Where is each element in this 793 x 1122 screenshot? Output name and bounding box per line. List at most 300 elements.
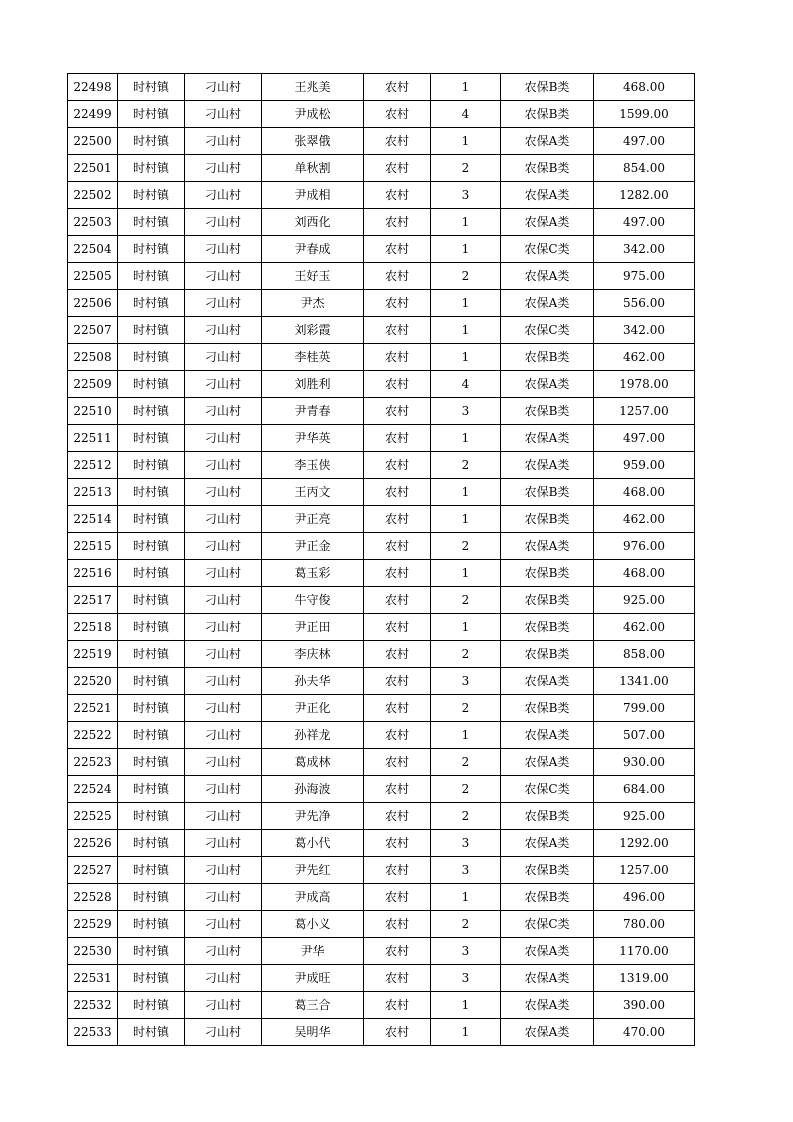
table-row	[68, 506, 695, 533]
category-cell: 农保B类	[501, 398, 594, 425]
table-row	[68, 533, 695, 560]
record-id-cell: 22515	[68, 533, 118, 560]
table-row	[68, 290, 695, 317]
household-type-cell: 农村	[364, 371, 431, 398]
record-id-cell: 22511	[68, 425, 118, 452]
category-cell: 农保B类	[501, 587, 594, 614]
amount-cell: 959.00	[594, 452, 695, 479]
record-id-cell: 22507	[68, 317, 118, 344]
amount-cell: 470.00	[594, 1019, 695, 1046]
member-count-cell: 1	[431, 722, 501, 749]
amount-cell: 684.00	[594, 776, 695, 803]
village-cell: 刁山村	[185, 101, 262, 128]
name-cell: 尹杰	[262, 290, 364, 317]
town-cell: 时村镇	[118, 371, 185, 398]
village-cell: 刁山村	[185, 668, 262, 695]
village-cell: 刁山村	[185, 587, 262, 614]
table-row	[68, 101, 695, 128]
town-cell: 时村镇	[118, 1019, 185, 1046]
name-cell: 尹成高	[262, 884, 364, 911]
name-cell: 葛三合	[262, 992, 364, 1019]
town-cell: 时村镇	[118, 425, 185, 452]
amount-cell: 1292.00	[594, 830, 695, 857]
member-count-cell: 4	[431, 371, 501, 398]
member-count-cell: 1	[431, 128, 501, 155]
record-id-cell: 22512	[68, 452, 118, 479]
member-count-cell: 1	[431, 1019, 501, 1046]
amount-cell: 468.00	[594, 560, 695, 587]
name-cell: 尹成相	[262, 182, 364, 209]
member-count-cell: 1	[431, 560, 501, 587]
village-cell: 刁山村	[185, 344, 262, 371]
amount-cell: 462.00	[594, 614, 695, 641]
record-id-cell: 22520	[68, 668, 118, 695]
record-id-cell: 22501	[68, 155, 118, 182]
amount-cell: 462.00	[594, 506, 695, 533]
village-cell: 刁山村	[185, 290, 262, 317]
town-cell: 时村镇	[118, 884, 185, 911]
household-type-cell: 农村	[364, 317, 431, 344]
town-cell: 时村镇	[118, 803, 185, 830]
household-type-cell: 农村	[364, 506, 431, 533]
household-type-cell: 农村	[364, 803, 431, 830]
village-cell: 刁山村	[185, 479, 262, 506]
category-cell: 农保B类	[501, 155, 594, 182]
household-type-cell: 农村	[364, 398, 431, 425]
household-type-cell: 农村	[364, 884, 431, 911]
category-cell: 农保B类	[501, 344, 594, 371]
category-cell: 农保A类	[501, 182, 594, 209]
category-cell: 农保A类	[501, 128, 594, 155]
town-cell: 时村镇	[118, 533, 185, 560]
member-count-cell: 3	[431, 938, 501, 965]
town-cell: 时村镇	[118, 614, 185, 641]
category-cell: 农保A类	[501, 830, 594, 857]
category-cell: 农保A类	[501, 938, 594, 965]
village-cell: 刁山村	[185, 398, 262, 425]
member-count-cell: 1	[431, 317, 501, 344]
town-cell: 时村镇	[118, 776, 185, 803]
record-id-cell: 22506	[68, 290, 118, 317]
town-cell: 时村镇	[118, 911, 185, 938]
record-id-cell: 22498	[68, 74, 118, 101]
record-id-cell: 22519	[68, 641, 118, 668]
town-cell: 时村镇	[118, 938, 185, 965]
amount-cell: 858.00	[594, 641, 695, 668]
name-cell: 葛玉彩	[262, 560, 364, 587]
member-count-cell: 1	[431, 74, 501, 101]
name-cell: 李桂英	[262, 344, 364, 371]
amount-cell: 497.00	[594, 209, 695, 236]
household-type-cell: 农村	[364, 425, 431, 452]
name-cell: 王好玉	[262, 263, 364, 290]
member-count-cell: 3	[431, 857, 501, 884]
category-cell: 农保A类	[501, 1019, 594, 1046]
category-cell: 农保A类	[501, 749, 594, 776]
data-table	[67, 73, 695, 1046]
record-id-cell: 22518	[68, 614, 118, 641]
village-cell: 刁山村	[185, 641, 262, 668]
member-count-cell: 1	[431, 479, 501, 506]
record-id-cell: 22532	[68, 992, 118, 1019]
name-cell: 刘彩霞	[262, 317, 364, 344]
category-cell: 农保B类	[501, 884, 594, 911]
member-count-cell: 2	[431, 452, 501, 479]
name-cell: 李玉侠	[262, 452, 364, 479]
category-cell: 农保B类	[501, 614, 594, 641]
amount-cell: 342.00	[594, 317, 695, 344]
household-type-cell: 农村	[364, 965, 431, 992]
household-type-cell: 农村	[364, 209, 431, 236]
record-id-cell: 22525	[68, 803, 118, 830]
amount-cell: 780.00	[594, 911, 695, 938]
household-type-cell: 农村	[364, 479, 431, 506]
village-cell: 刁山村	[185, 695, 262, 722]
name-cell: 葛小义	[262, 911, 364, 938]
member-count-cell: 3	[431, 668, 501, 695]
name-cell: 孙祥龙	[262, 722, 364, 749]
amount-cell: 975.00	[594, 263, 695, 290]
category-cell: 农保C类	[501, 236, 594, 263]
village-cell: 刁山村	[185, 74, 262, 101]
table-row	[68, 371, 695, 398]
record-id-cell: 22514	[68, 506, 118, 533]
village-cell: 刁山村	[185, 830, 262, 857]
category-cell: 农保A类	[501, 290, 594, 317]
town-cell: 时村镇	[118, 398, 185, 425]
member-count-cell: 2	[431, 641, 501, 668]
record-id-cell: 22508	[68, 344, 118, 371]
village-cell: 刁山村	[185, 857, 262, 884]
table-row	[68, 776, 695, 803]
village-cell: 刁山村	[185, 506, 262, 533]
village-cell: 刁山村	[185, 614, 262, 641]
name-cell: 尹先红	[262, 857, 364, 884]
amount-cell: 1257.00	[594, 398, 695, 425]
village-cell: 刁山村	[185, 452, 262, 479]
table-row	[68, 182, 695, 209]
name-cell: 尹华	[262, 938, 364, 965]
table-row	[68, 1019, 695, 1046]
household-type-cell: 农村	[364, 938, 431, 965]
village-cell: 刁山村	[185, 560, 262, 587]
name-cell: 吴明华	[262, 1019, 364, 1046]
name-cell: 尹正亮	[262, 506, 364, 533]
name-cell: 牛守俊	[262, 587, 364, 614]
name-cell: 尹先净	[262, 803, 364, 830]
amount-cell: 930.00	[594, 749, 695, 776]
village-cell: 刁山村	[185, 749, 262, 776]
table-row	[68, 587, 695, 614]
amount-cell: 507.00	[594, 722, 695, 749]
category-cell: 农保B类	[501, 560, 594, 587]
table-row	[68, 803, 695, 830]
town-cell: 时村镇	[118, 263, 185, 290]
record-id-cell: 22531	[68, 965, 118, 992]
village-cell: 刁山村	[185, 371, 262, 398]
name-cell: 尹成松	[262, 101, 364, 128]
household-type-cell: 农村	[364, 1019, 431, 1046]
record-id-cell: 22523	[68, 749, 118, 776]
name-cell: 刘西化	[262, 209, 364, 236]
category-cell: 农保A类	[501, 425, 594, 452]
category-cell: 农保C类	[501, 776, 594, 803]
household-type-cell: 农村	[364, 830, 431, 857]
member-count-cell: 2	[431, 695, 501, 722]
record-id-cell: 22530	[68, 938, 118, 965]
village-cell: 刁山村	[185, 776, 262, 803]
amount-cell: 342.00	[594, 236, 695, 263]
record-id-cell: 22502	[68, 182, 118, 209]
category-cell: 农保B类	[501, 101, 594, 128]
category-cell: 农保A类	[501, 371, 594, 398]
category-cell: 农保A类	[501, 452, 594, 479]
town-cell: 时村镇	[118, 641, 185, 668]
name-cell: 刘胜利	[262, 371, 364, 398]
town-cell: 时村镇	[118, 830, 185, 857]
member-count-cell: 2	[431, 533, 501, 560]
household-type-cell: 农村	[364, 344, 431, 371]
record-id-cell: 22505	[68, 263, 118, 290]
village-cell: 刁山村	[185, 317, 262, 344]
category-cell: 农保B类	[501, 641, 594, 668]
amount-cell: 1341.00	[594, 668, 695, 695]
member-count-cell: 2	[431, 911, 501, 938]
record-id-cell: 22509	[68, 371, 118, 398]
household-type-cell: 农村	[364, 155, 431, 182]
table-row	[68, 128, 695, 155]
table-row	[68, 668, 695, 695]
member-count-cell: 1	[431, 236, 501, 263]
table-row	[68, 317, 695, 344]
household-type-cell: 农村	[364, 452, 431, 479]
table-row	[68, 479, 695, 506]
town-cell: 时村镇	[118, 209, 185, 236]
town-cell: 时村镇	[118, 317, 185, 344]
household-type-cell: 农村	[364, 911, 431, 938]
amount-cell: 854.00	[594, 155, 695, 182]
table-row	[68, 992, 695, 1019]
member-count-cell: 2	[431, 749, 501, 776]
town-cell: 时村镇	[118, 587, 185, 614]
name-cell: 葛小代	[262, 830, 364, 857]
member-count-cell: 3	[431, 398, 501, 425]
table-row	[68, 155, 695, 182]
table-row	[68, 938, 695, 965]
amount-cell: 1257.00	[594, 857, 695, 884]
table-row	[68, 722, 695, 749]
town-cell: 时村镇	[118, 506, 185, 533]
name-cell: 尹成旺	[262, 965, 364, 992]
household-type-cell: 农村	[364, 722, 431, 749]
amount-cell: 925.00	[594, 587, 695, 614]
table-row	[68, 344, 695, 371]
table-row	[68, 884, 695, 911]
record-id-cell: 22499	[68, 101, 118, 128]
amount-cell: 497.00	[594, 425, 695, 452]
table-row	[68, 830, 695, 857]
table-row	[68, 695, 695, 722]
amount-cell: 468.00	[594, 479, 695, 506]
member-count-cell: 1	[431, 884, 501, 911]
member-count-cell: 1	[431, 506, 501, 533]
amount-cell: 556.00	[594, 290, 695, 317]
member-count-cell: 3	[431, 965, 501, 992]
village-cell: 刁山村	[185, 533, 262, 560]
town-cell: 时村镇	[118, 560, 185, 587]
table-row	[68, 965, 695, 992]
record-id-cell: 22500	[68, 128, 118, 155]
household-type-cell: 农村	[364, 587, 431, 614]
record-id-cell: 22513	[68, 479, 118, 506]
town-cell: 时村镇	[118, 344, 185, 371]
member-count-cell: 3	[431, 830, 501, 857]
category-cell: 农保B类	[501, 506, 594, 533]
household-type-cell: 农村	[364, 128, 431, 155]
amount-cell: 1978.00	[594, 371, 695, 398]
table-row	[68, 425, 695, 452]
village-cell: 刁山村	[185, 155, 262, 182]
name-cell: 尹正金	[262, 533, 364, 560]
member-count-cell: 1	[431, 290, 501, 317]
town-cell: 时村镇	[118, 182, 185, 209]
record-id-cell: 22527	[68, 857, 118, 884]
town-cell: 时村镇	[118, 128, 185, 155]
category-cell: 农保A类	[501, 668, 594, 695]
record-id-cell: 22533	[68, 1019, 118, 1046]
village-cell: 刁山村	[185, 128, 262, 155]
household-type-cell: 农村	[364, 560, 431, 587]
record-id-cell: 22516	[68, 560, 118, 587]
name-cell: 张翠俄	[262, 128, 364, 155]
village-cell: 刁山村	[185, 209, 262, 236]
member-count-cell: 4	[431, 101, 501, 128]
member-count-cell: 1	[431, 344, 501, 371]
town-cell: 时村镇	[118, 722, 185, 749]
table-row	[68, 236, 695, 263]
table-row	[68, 614, 695, 641]
village-cell: 刁山村	[185, 722, 262, 749]
village-cell: 刁山村	[185, 884, 262, 911]
record-id-cell: 22529	[68, 911, 118, 938]
name-cell: 李庆林	[262, 641, 364, 668]
amount-cell: 390.00	[594, 992, 695, 1019]
member-count-cell: 1	[431, 209, 501, 236]
category-cell: 农保B类	[501, 695, 594, 722]
household-type-cell: 农村	[364, 74, 431, 101]
name-cell: 王兆美	[262, 74, 364, 101]
table-row	[68, 209, 695, 236]
town-cell: 时村镇	[118, 668, 185, 695]
table-row	[68, 74, 695, 101]
name-cell: 葛成林	[262, 749, 364, 776]
name-cell: 尹正化	[262, 695, 364, 722]
category-cell: 农保A类	[501, 965, 594, 992]
category-cell: 农保A类	[501, 722, 594, 749]
household-type-cell: 农村	[364, 263, 431, 290]
town-cell: 时村镇	[118, 857, 185, 884]
amount-cell: 976.00	[594, 533, 695, 560]
category-cell: 农保B类	[501, 857, 594, 884]
amount-cell: 799.00	[594, 695, 695, 722]
member-count-cell: 3	[431, 182, 501, 209]
town-cell: 时村镇	[118, 992, 185, 1019]
village-cell: 刁山村	[185, 263, 262, 290]
record-id-cell: 22526	[68, 830, 118, 857]
table-row	[68, 749, 695, 776]
village-cell: 刁山村	[185, 965, 262, 992]
village-cell: 刁山村	[185, 425, 262, 452]
table-row	[68, 857, 695, 884]
member-count-cell: 1	[431, 614, 501, 641]
household-type-cell: 农村	[364, 668, 431, 695]
record-id-cell: 22504	[68, 236, 118, 263]
amount-cell: 1282.00	[594, 182, 695, 209]
record-id-cell: 22521	[68, 695, 118, 722]
town-cell: 时村镇	[118, 695, 185, 722]
record-id-cell: 22503	[68, 209, 118, 236]
category-cell: 农保A类	[501, 992, 594, 1019]
table-row	[68, 641, 695, 668]
town-cell: 时村镇	[118, 965, 185, 992]
table-row	[68, 398, 695, 425]
member-count-cell: 1	[431, 992, 501, 1019]
record-id-cell: 22517	[68, 587, 118, 614]
table-body	[68, 74, 695, 1046]
village-cell: 刁山村	[185, 938, 262, 965]
member-count-cell: 2	[431, 776, 501, 803]
household-type-cell: 农村	[364, 290, 431, 317]
name-cell: 尹青春	[262, 398, 364, 425]
name-cell: 单秋割	[262, 155, 364, 182]
town-cell: 时村镇	[118, 452, 185, 479]
town-cell: 时村镇	[118, 74, 185, 101]
table-row	[68, 263, 695, 290]
household-type-cell: 农村	[364, 776, 431, 803]
name-cell: 尹正田	[262, 614, 364, 641]
village-cell: 刁山村	[185, 182, 262, 209]
amount-cell: 1170.00	[594, 938, 695, 965]
village-cell: 刁山村	[185, 236, 262, 263]
town-cell: 时村镇	[118, 101, 185, 128]
member-count-cell: 2	[431, 587, 501, 614]
village-cell: 刁山村	[185, 1019, 262, 1046]
record-id-cell: 22528	[68, 884, 118, 911]
household-type-cell: 农村	[364, 857, 431, 884]
town-cell: 时村镇	[118, 749, 185, 776]
household-type-cell: 农村	[364, 992, 431, 1019]
amount-cell: 497.00	[594, 128, 695, 155]
town-cell: 时村镇	[118, 479, 185, 506]
record-id-cell: 22510	[68, 398, 118, 425]
category-cell: 农保A类	[501, 533, 594, 560]
name-cell: 尹华英	[262, 425, 364, 452]
household-type-cell: 农村	[364, 641, 431, 668]
amount-cell: 925.00	[594, 803, 695, 830]
member-count-cell: 2	[431, 803, 501, 830]
village-cell: 刁山村	[185, 803, 262, 830]
village-cell: 刁山村	[185, 992, 262, 1019]
amount-cell: 462.00	[594, 344, 695, 371]
record-id-cell: 22524	[68, 776, 118, 803]
household-type-cell: 农村	[364, 101, 431, 128]
table-row	[68, 560, 695, 587]
name-cell: 孙海波	[262, 776, 364, 803]
town-cell: 时村镇	[118, 155, 185, 182]
category-cell: 农保C类	[501, 911, 594, 938]
category-cell: 农保B类	[501, 74, 594, 101]
household-type-cell: 农村	[364, 182, 431, 209]
